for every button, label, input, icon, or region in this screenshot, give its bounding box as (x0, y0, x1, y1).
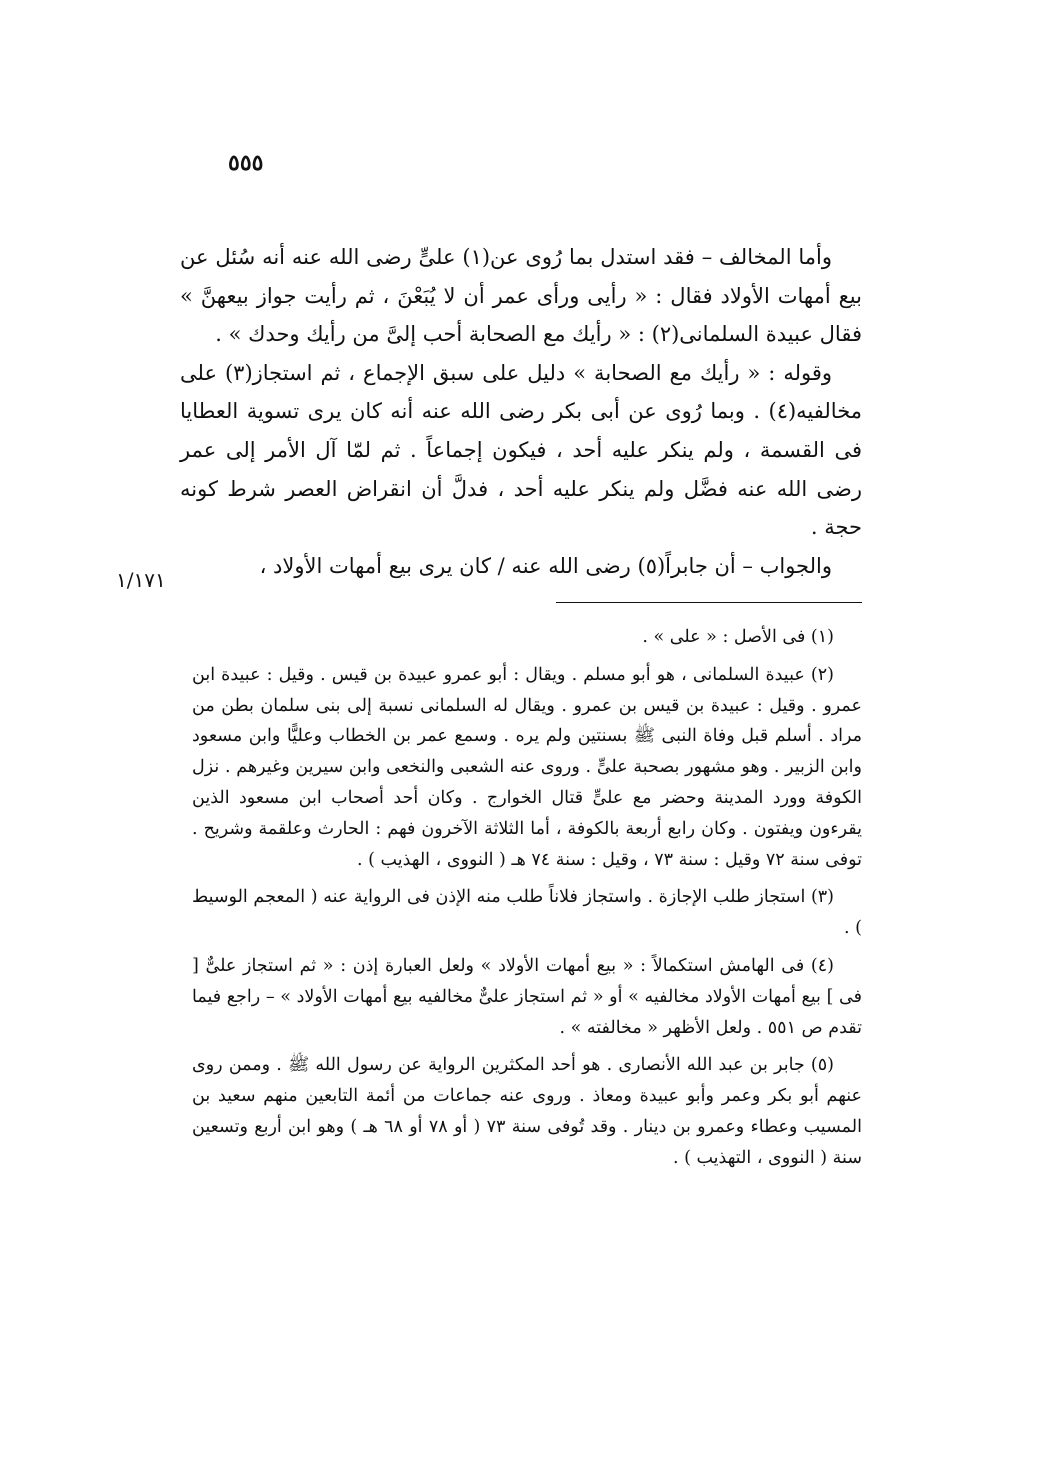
paragraph-consensus-evidence: وقوله : « رأيك مع الصحابة » دليل على سبق الإجماع ، ثم استجاز(٣) على مخالفيه(٤) . وبما رُوى عن أبى بكر رضى الله عنه أنه كان يرى تسوية العطايا فى القسمة ، ولم ينكر عليه أحد ، فيكون إجماعاً . ثم لمّا آل الأمر إلى عمر رضى الله عنه فضَّل ولم ينكر عليه أحد ، فدلَّ أن انقراض العصر شرط كونه حجة . (180, 360, 862, 540)
footnote-4: (٤) فى الهامش استكمالاً : « بيع أمهات الأولاد » ولعل العبارة إذن : « ثم استجاز علىٌّ [ فى ] بيع أمهات الأولاد مخالفيه » أو « ثم استجاز علىٌّ مخالفيه بيع أمهات الأولاد » – راجع فيما تقدم ص ٥٥١ . ولعل الأظهر « مخالفته » . (192, 955, 862, 1038)
footnote-divider (556, 602, 862, 603)
footnote-2: (٢) عبيدة السلمانى ، هو أبو مسلم . ويقال : أبو عمرو عبيدة بن قيس . وقيل : عبيدة ابن عمرو . وقيل : عبيدة بن قيس بن عمرو . ويقال له السلمانى نسبة إلى بنى سلمان بطن من مراد . أسلم قبل وفاة النبى ﷺ بسنتين ولم يره . وسمع عمر بن الخطاب وعليًّا وابن مسعود وابن الزبير . وهو مشهور بصحبة علىٍّ . وروى عنه الشعبى والنخعى وابن سيرين وغيرهم . نزل الكوفة وورد المدينة وحضر مع علىٍّ قتال الخوارج . وكان أحد أصحاب ابن مسعود الذين يقرءون ويفتون . وكان رابع أربعة بالكوفة ، أما الثلاثة الآخرون فهم : الحارث وعلقمة وشريح . توفى سنة ٧٢ وقيل : سنة ٧٣ ، وقيل : سنة ٧٤ هـ ( النووى ، الهذيب ) . (192, 664, 862, 870)
footnote-5: (٥) جابر بن عبد الله الأنصارى . هو أحد المكثرين الرواية عن رسول الله ﷺ . وممن روى عنهم أبو بكر وعمر وأبو عبيدة ومعاذ . وروى عنه جماعات من أئمة التابعين منهم سعيد بن المسيب وعطاء وعمرو بن دينار . وقد تُوفى سنة ٧٣ ( أو ٧٨ أو ٦٨ هـ ) وهو ابن أربع وتسعين سنة ( النووى ، التهذيب ) . (192, 1055, 862, 1168)
paragraph-opponent-argument: وأما المخالف – فقد استدل بما رُوى عن(١) علىٍّ رضى الله عنه أنه سُئل عن بيع أمهات الأولاد فقال : « رأيى ورأى عمر أن لا يُبَعْنَ ، ثم رأيت جواز بيعهنَّ » فقال عبيدة السلمانى(٢) : « رأيك مع الصحابة أحب إلىَّ من رأيك وحدك » . (180, 245, 862, 347)
paragraph-answer: والجواب – أن جابراً(٥) رضى الله عنه / كان يرى بيع أمهات الأولاد ، (259, 553, 832, 578)
footnote-1: (١) فى الأصل : « على » . (642, 627, 834, 647)
footnotes (192, 622, 862, 1181)
main-text (180, 238, 862, 585)
margin-folio-reference: ١/١٧١ (116, 568, 166, 592)
page-number: ٥٥٥ (228, 150, 264, 176)
footnote-3: (٣) استجاز طلب الإجازة . واستجاز فلاناً طلب منه الإذن فى الرواية عنه ( المعجم الوسيط ) . (192, 887, 862, 939)
